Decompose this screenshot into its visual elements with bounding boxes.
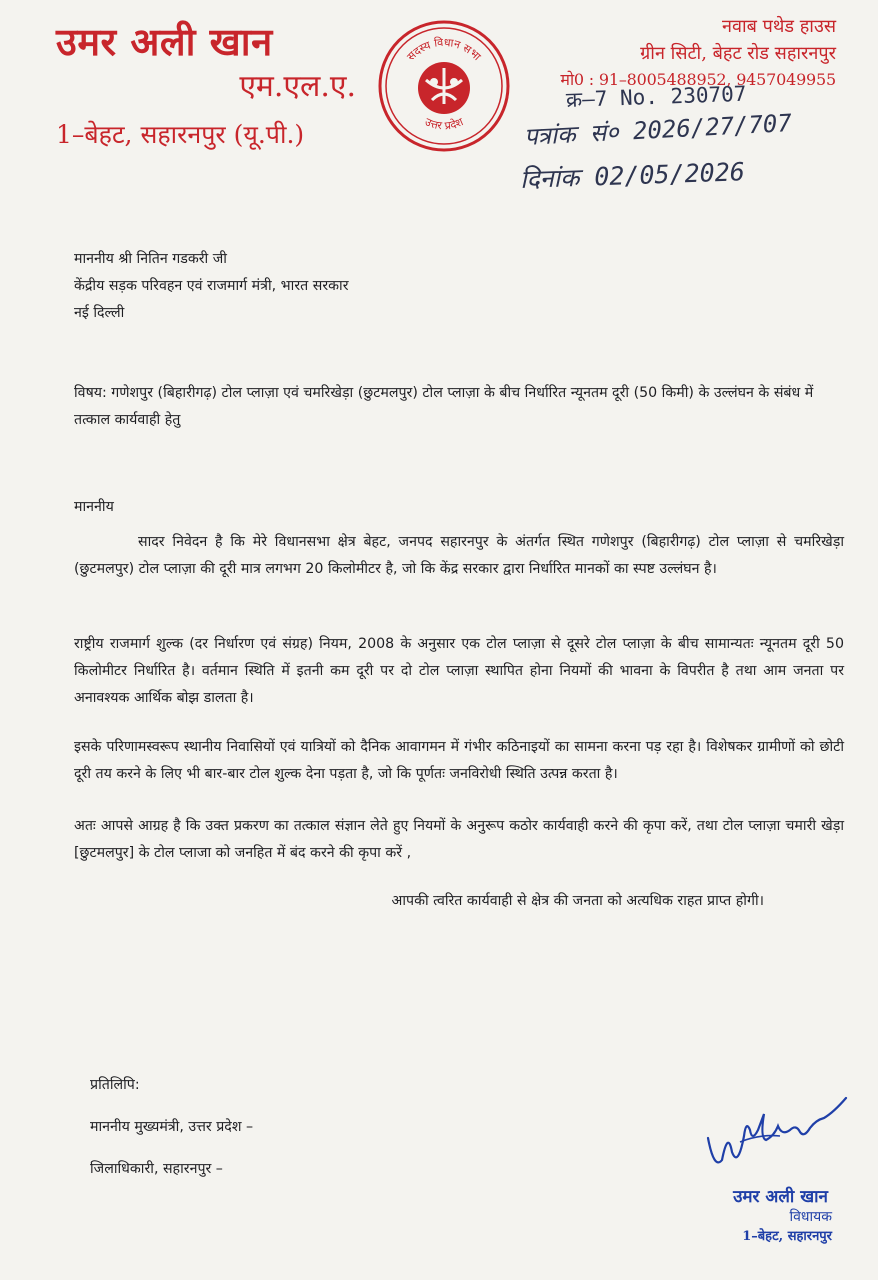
subject-line: विषय: गणेशपुर (बिहारीगढ़) टोल प्लाज़ा एवं चमरिखेड़ा (छुटमलपुर) टोल प्लाज़ा के बीच निर्धारित न्यूनतम दूरी (50 किमी) के उल्लंघन के संबंध में तत्काल कार्यवाही हेतु <box>74 385 814 428</box>
body-paragraph: इसके परिणामस्वरूप स्थानीय निवासियों एवं यात्रियों को दैनिक आवागमन में गंभीर कठिनाइयों का सामना करना पड़ रहा है। विशेषकर ग्रामीणों को छोटी दूरी तय करने के लिए भी बार-बार टोल शुल्क देना पड़ता है, जो कि पूर्णतः जनविरोधी स्थिति उत्पन्न करता है। <box>74 739 844 782</box>
svg-text:सदस्य विधान सभा <box>404 36 483 64</box>
letterhead-left <box>56 18 376 156</box>
office-address: ग्रीन सिटी, बेहट रोड सहारनपुर <box>640 43 836 64</box>
office-house: नवाब पथेड हाउस <box>722 16 836 37</box>
signatory-designation: विधायक <box>789 1209 832 1225</box>
letterhead-right <box>516 14 836 92</box>
reference-number: क्र–7 No. 230707 <box>565 81 747 112</box>
assembly-seal-icon <box>374 16 514 156</box>
addressee-line: केंद्रीय सड़क परिवहन एवं राजमार्ग मंत्री, भारत सरकार <box>74 278 349 294</box>
body-paragraph: राष्ट्रीय राजमार्ग शुल्क (दर निर्धारण एवं संग्रह) नियम, 2008 के अनुसार एक टोल प्लाज़ा से दूसरे टोल प्लाज़ा के बीच सामान्यतः न्यूनतम दूरी 50 किलोमीटर निर्धारित है। वर्तमान स्थिति में इतनी कम दूरी पर दो टोल प्लाज़ा स्थापित होना नियमों की भावना के विपरीत है तथा आम जनता पर अनावश्यक आर्थिक बोझ डालता है। <box>74 636 844 706</box>
signatory-constituency: 1–बेहट, सहारनपुर <box>742 1229 832 1244</box>
copy-to-item: जिलाधिकारी, सहारनपुर – <box>90 1161 223 1177</box>
svg-text:उत्तर प्रदेश <box>423 115 466 132</box>
signatory-name: उमर अली खान <box>733 1187 828 1207</box>
mla-designation: एम.एल.ए. <box>239 69 356 104</box>
addressee-block <box>74 246 594 327</box>
seal-text-bottom: उत्तर प्रदेश <box>422 115 466 133</box>
body-paragraph: अतः आपसे आग्रह है कि उक्त प्रकरण का तत्काल संज्ञान लेते हुए नियमों के अनुरूप कठोर कार्यवाही करने की कृपा करें, तथा टोल प्लाज़ा चमारी खेड़ा [छुटमलपुर] के टोल प्लाजा को जनहित में बंद करने की कृपा करें , <box>74 818 844 861</box>
mla-constituency: 1–बेहट, सहारनपुर (यू.पी.) <box>56 120 305 149</box>
copy-to-item: माननीय मुख्यमंत्री, उत्तर प्रदेश – <box>90 1119 254 1135</box>
body-paragraph: सादर निवेदन है कि मेरे विधानसभा क्षेत्र बेहट, जनपद सहारनपुर के अंतर्गत स्थित गणेशपुर (बिहारीगढ़) टोल प्लाज़ा से चमरिखेड़ा (छुटमलपुर) टोल प्लाज़ा की दूरी मात्र लगभग 20 किलोमीटर है, जो कि केंद्र सरकार द्वारा निर्धारित मानकों का स्पष्ट उल्लंघन है। <box>74 534 844 577</box>
signature-block <box>682 1186 832 1248</box>
mla-name: उमर अली खान <box>56 20 273 64</box>
closing-line: आपकी त्वरित कार्यवाही से क्षेत्र की जनता को अत्यधिक राहत प्राप्त होगी। <box>391 893 764 909</box>
addressee-line: माननीय श्री नितिन गडकरी जी <box>74 251 227 267</box>
reference-patrank: पत्रांक सं० 2026/27/707 <box>523 108 793 151</box>
reference-date: दिनांक 02/05/2026 <box>519 157 746 194</box>
salutation: माननीय <box>74 499 114 515</box>
copy-to-label: प्रतिलिपि: <box>90 1077 140 1093</box>
addressee-line: नई दिल्ली <box>74 305 125 321</box>
office-mobile: मो0 : 91–8005488952, 9457049955 <box>560 70 836 89</box>
handwritten-signature-icon <box>700 1090 850 1180</box>
seal-text-top: सदस्य विधान सभा <box>404 35 484 64</box>
